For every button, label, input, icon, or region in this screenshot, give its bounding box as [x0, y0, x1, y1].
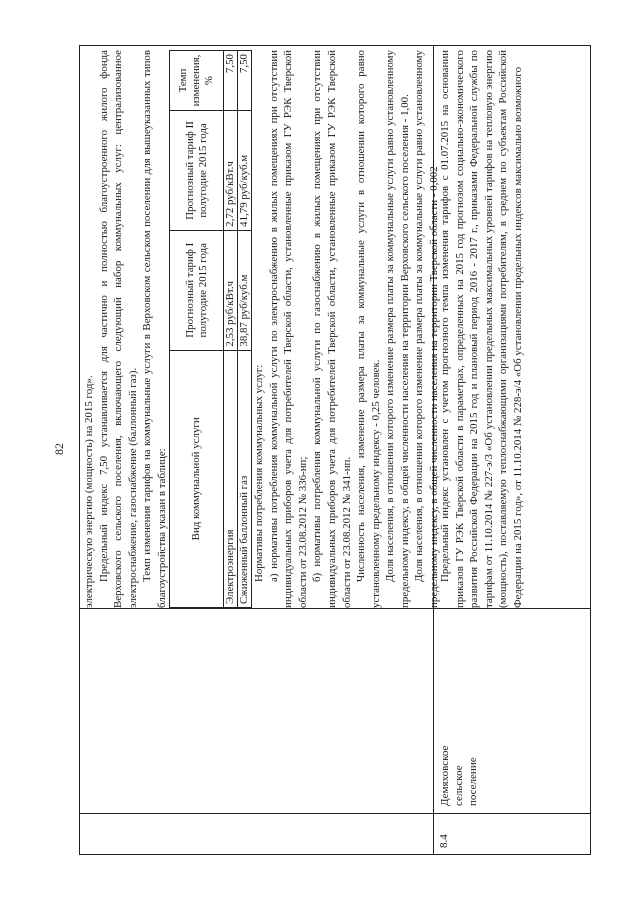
paragraph: Доля населения, в отношении которого изменение размера платы за коммунальные услуги равно установленному предельному индексу, в общей численности населения на территории Верховского сельского поселения - 1,00. [384, 50, 411, 608]
table-cell: 38,87 руб/куб.м [238, 230, 252, 350]
paragraph: Численность населения, изменение размера платы за коммунальные услуги в отношении которого равно установленному предельному индексу - 0,25 человек. [355, 50, 382, 608]
rotated-page [49, 45, 594, 855]
column-divider [80, 813, 590, 814]
paragraph: Предельный индекс установлен с учетом прогнозного темпа изменения тарифов с 01.07.2015 на основании приказов ГУ РЭК Тверской области в параметрах, определенных на 2015 год прогнозом социально-экономического развития Российской Федерации на 2015 год и плановый период 2016 - 2017 г., приказами Федеральной службы по тарифам от 11.10.2014 № 227-э/3 «Об установлении предельных максимальных уровней тарифов на тепловую энергию (мощность), поставляемую теплоснабжающими организациями потребителям, в среднем по субъектам Российской Федерации на 2015 год», от 11.10.2014 № 228-э/4 «Об установлении предельных индексов максимально возможного [439, 50, 524, 608]
paragraph: Предельный индекс 7,50 устанавливается для частично и полностью благоустроенного жилого фонда Верховского сельского поселения, включающего следующий набор коммунальных услуг: централизованное электроснабжение, газоснабжение (баллонный газ). [97, 50, 139, 608]
paragraph: б) нормативы потребления коммунальной услуги по газоснабжению в жилых помещениях при отсутствии индивидуальных приборов учета для потребителей Тверской области, установленные приказом ГУ РЭК Тверской области от 23.08.2012 № 341-нп. [311, 50, 353, 608]
header-cell: Темп изменения, % [170, 51, 224, 111]
paragraph: электрическую энергию (мощность) на 2015 год». [83, 375, 95, 608]
header-cell: Прогнозный тариф I полугодие 2015 года [170, 230, 224, 350]
row-content [80, 50, 592, 608]
table-cell: 41,79 руб/куб.м [238, 111, 252, 231]
demyakh-row-text [438, 50, 525, 608]
tariff-table [169, 50, 252, 608]
table-cell: Сжиженный баллонный газ [238, 350, 252, 607]
column-divider [80, 608, 590, 609]
table-cell: 2,53 руб/кВт.ч [224, 230, 238, 350]
table-cell: 7,50 [224, 51, 238, 111]
prev-row-text [82, 50, 441, 608]
table-cell: 2,72 руб/кВт.ч [224, 111, 238, 231]
header-cell: Вид коммунальной услуги [170, 350, 224, 607]
paragraph: Нормативы потребления коммунальных услуг: [253, 364, 266, 582]
tariff-table-header [170, 51, 224, 608]
page-number: 82 [52, 443, 66, 455]
row-number: 8.4 [438, 834, 450, 848]
main-table [79, 45, 591, 855]
table-cell: 7,50 [238, 51, 252, 111]
header-cell: Прогнозный тариф II полугодие 2015 года [170, 111, 224, 231]
table-row [238, 51, 252, 608]
paragraph: Темп изменения тарифов на коммунальные услуги в Верховском сельском поселении для вышеуказанных типов благоустройства указан в таблице: [141, 50, 168, 608]
table-cell: Электроэнергия [224, 350, 238, 607]
paragraph: Доля населения, в отношении которого изменение размера платы за коммунальные услуги равно установленному предельному индексу, в общей численности населения на территории Тверской области - 0,002 [413, 50, 440, 608]
settlement-name: Демяховское сельское поселение [439, 745, 479, 806]
paragraph: а) нормативы потребления коммунальной услуги по электроснабжению в жилых помещениях при отсутствии индивидуальных приборов учета для потребителей Тверской области, установленные приказом ГУ РЭК Тверской области от 23.08.2012 № 336-нп; [267, 50, 309, 608]
table-row [224, 51, 238, 608]
